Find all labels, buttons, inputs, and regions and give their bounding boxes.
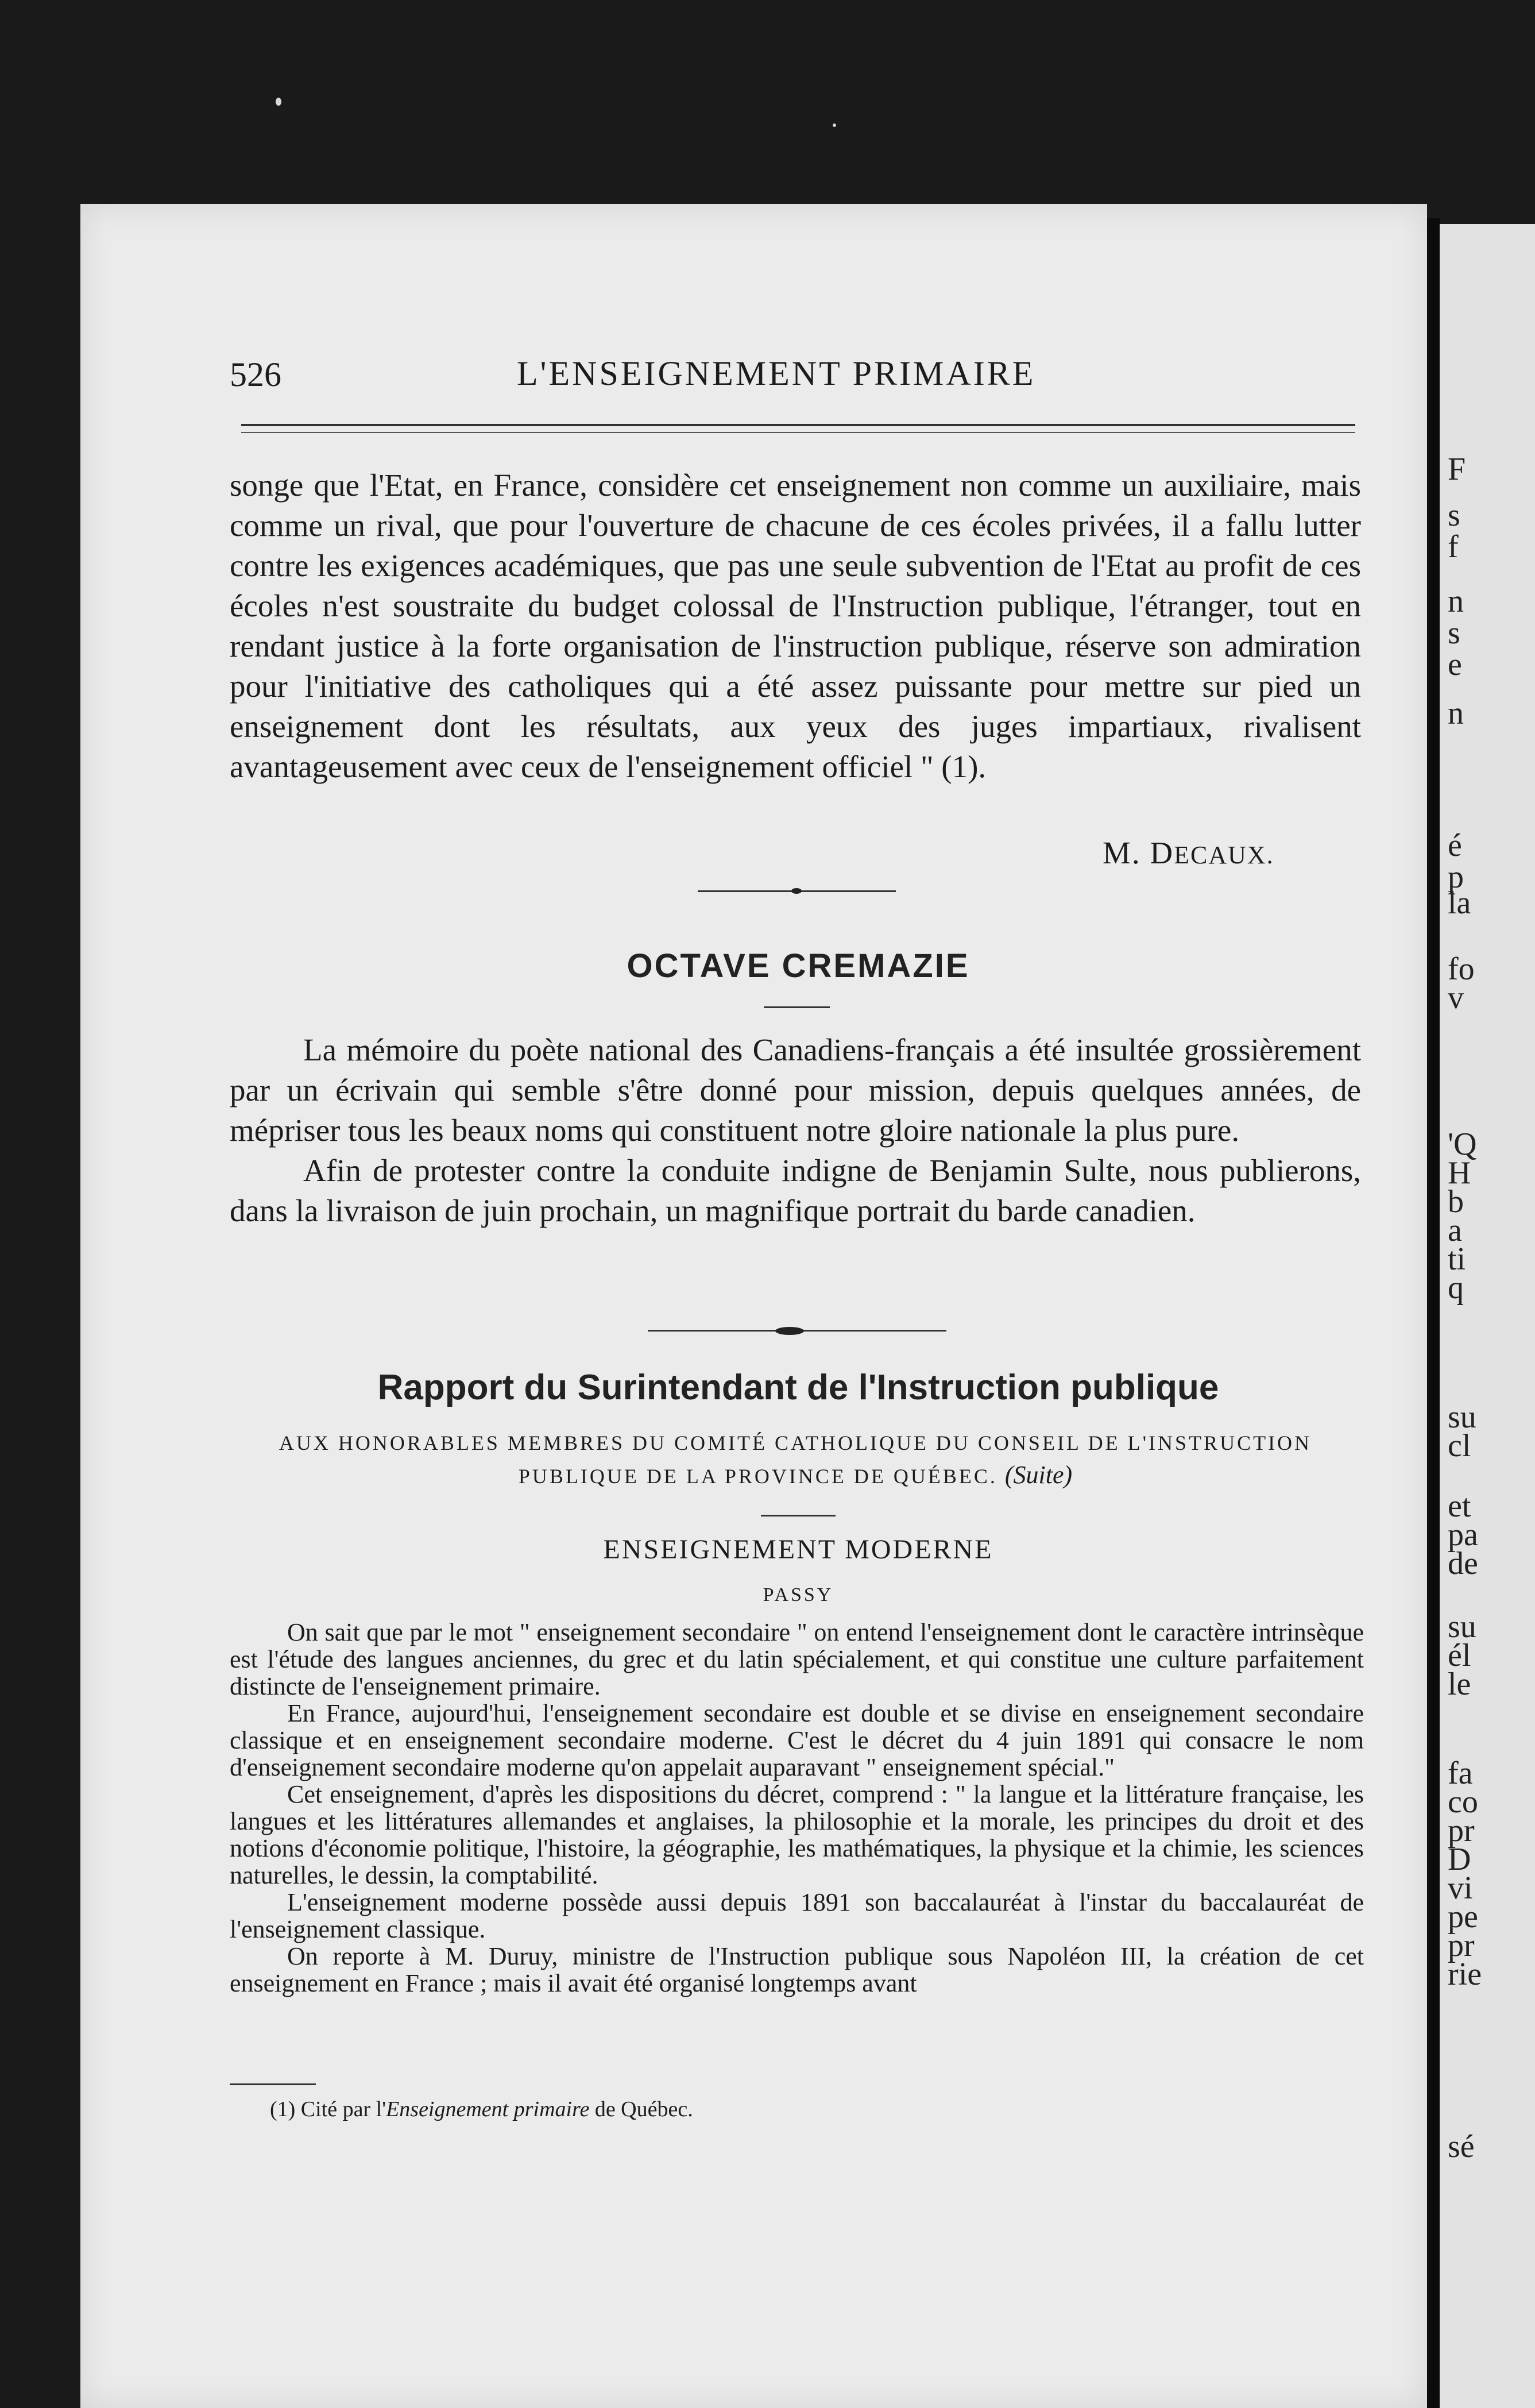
adjacent-page-fragment: pa (1448, 1517, 1478, 1553)
rapport-paragraph-5: On reporte à M. Duruy, ministre de l'Instruction publique sous Napoléon III, la création de cet enseignement en France ; mais il avait été organisé longtemps avant (230, 1942, 1364, 1997)
adjacent-page-fragment: le (1448, 1666, 1471, 1702)
subtitle-underline (761, 1515, 836, 1516)
rapport-title: Rapport du Surintendant de l'Instruction publique (377, 1368, 1219, 1407)
title-underline (764, 1006, 830, 1008)
cremazie-paragraph-2: Afin de protester contre la conduite indigne de Benjamin Sulte, nous publierons, dans la livraison de juin prochain, un magnifique portrait du barde canadien. (230, 1153, 1361, 1228)
adjacent-page-fragment: sé (1448, 2129, 1475, 2164)
adjacent-page-fragment: su (1448, 1399, 1476, 1435)
divider-ornament (791, 888, 802, 894)
adjacent-page-fragment: fo (1448, 951, 1475, 987)
rapport-suite: (Suite) (1004, 1461, 1073, 1489)
adjacent-page-fragment: rie (1448, 1957, 1482, 1992)
rapport-paragraph-2: En France, aujourd'hui, l'enseignement secondaire est double et se divise en enseignement secondaire classique et en enseignement secondaire moderne. C'est le décret du 4 juin 1891 qui consacre le nom d'enseignement secondaire moderne qu'on appelait auparavant " enseignement spécial." (230, 1699, 1364, 1781)
adjacent-page-fragment: fa (1448, 1755, 1473, 1791)
header-rule-thin (241, 432, 1355, 433)
adjacent-page-fragment: n (1448, 696, 1464, 731)
running-title: L'ENSEIGNEMENT PRIMAIRE (517, 354, 1036, 392)
adjacent-page-fragment: pe (1448, 1899, 1478, 1935)
adjacent-page-fragment: a (1448, 1213, 1462, 1248)
adjacent-page-fragment: él (1448, 1638, 1471, 1673)
adjacent-page-fragment: vi (1448, 1870, 1473, 1906)
adjacent-page-fragment: D (1448, 1842, 1471, 1877)
adjacent-page-fragment: s (1448, 497, 1460, 533)
adjacent-page-fragment: ti (1448, 1241, 1466, 1277)
adjacent-page-fragment: F (1448, 452, 1466, 487)
opening-text (230, 465, 1361, 787)
adjacent-page-fragment: de (1448, 1546, 1478, 1581)
adjacent-page-fragment: co (1448, 1784, 1478, 1820)
book-gutter (1427, 218, 1440, 2408)
adjacent-page-fragment: b (1448, 1184, 1464, 1220)
adjacent-page-fragment: p (1448, 859, 1464, 895)
rapport-paragraph-1: On sait que par le mot " enseignement secondaire " on entend l'enseignement dont le caractère intrinsèque est l'étude des langues anciennes, du grec et du latin spécialement, et qui constitue une culture parfaitement distincte de l'enseignement primaire. (230, 1618, 1364, 1700)
adjacent-page-fragment: et (1448, 1488, 1471, 1524)
adjacent-page-fragment: 'Q (1448, 1126, 1477, 1162)
adjacent-page-edge (1440, 224, 1535, 2408)
signature-prefix: M. D (1103, 835, 1174, 870)
section-subheading: PASSY (763, 1584, 834, 1606)
adjacent-page-fragment: cl (1448, 1428, 1471, 1464)
section-heading: ENSEIGNEMENT MODERNE (603, 1534, 993, 1565)
header-rule (241, 424, 1355, 426)
footnote-italic: Enseignement primaire (386, 2097, 590, 2121)
adjacent-page-fragment: v (1448, 980, 1464, 1016)
rapport-subtitle-text: AUX HONORABLES MEMBRES DU COMITÉ CATHOLIQUE DU CONSEIL DE L'INSTRUCTION PUBLIQUE DE LA PROVINCE DE QUÉBEC. (279, 1431, 1312, 1488)
adjacent-page-fragment: pr (1448, 1813, 1475, 1849)
adjacent-page-fragment: H (1448, 1155, 1471, 1191)
footnote (270, 2097, 693, 2122)
adjacent-page-fragment: é (1448, 828, 1462, 863)
adjacent-page-fragment: su (1448, 1609, 1476, 1645)
signature (1103, 835, 1274, 871)
page-number: 526 (230, 356, 281, 393)
rapport-paragraph-4: L'enseignement moderne possède aussi depuis 1891 son baccalauréat à l'instar du baccalauréat de l'enseignement classique. (230, 1888, 1364, 1943)
opening-paragraph: songe que l'Etat, en France, considère cet enseignement non comme un auxiliaire, mais comme un rival, que pour l'ouverture de chacune de ces écoles privées, il a fallu lutter contre les exigences académiques, que pas une seule subvention de l'Etat au profit de ces écoles n'est soustraite du budget colossal de l'Instruction publique, l'étranger, tout en rendant justice à la forte organisation de l'instruction publique, réserve son admiration pour l'initiative des catholiques qui a été assez puissante pour mettre sur pied un enseignement dont les résultats, aux yeux des juges impartiaux, rivalisent avantageusement avec ceux de l'enseignement officiel " (1). (230, 468, 1361, 784)
cremazie-text (230, 1030, 1361, 1231)
rapport-text (230, 1619, 1364, 1997)
dust-speck (276, 98, 281, 106)
adjacent-page-fragment: e (1448, 647, 1462, 682)
footnote-rule (230, 2083, 316, 2085)
dust-speck (833, 124, 836, 127)
divider-ornament (775, 1327, 804, 1335)
cremazie-paragraph-1: La mémoire du poète national des Canadiens-français a été insultée grossièrement par un écrivain qui semble s'être donné pour mission, depuis quelques années, de mépriser tous les beaux noms qui constituent notre gloire nationale la plus pure. (230, 1032, 1361, 1148)
adjacent-page-fragment: s (1448, 615, 1460, 651)
adjacent-page-fragment: pr (1448, 1928, 1475, 1963)
footnote-suffix: de Québec. (589, 2097, 693, 2121)
adjacent-page-fragment: f (1448, 529, 1459, 565)
rapport-paragraph-3: Cet enseignement, d'après les dispositions du décret, comprend : " la langue et la littérature française, les langues et les littératures allemandes et anglaises, la philosophie et la morale, les principes du droit et des notions d'économie politique, l'histoire, la géographie, les mathématiques, la physique et la chimie, les sciences naturelles, le dessin, la comptabilité. (230, 1780, 1364, 1889)
adjacent-page-fragment: q (1448, 1270, 1464, 1306)
adjacent-page-fragment: n (1448, 584, 1464, 619)
adjacent-page-fragment: la (1448, 885, 1471, 921)
rapport-subtitle (230, 1427, 1361, 1492)
signature-smallcaps: ECAUX. (1174, 841, 1274, 869)
footnote-prefix: (1) Cité par l' (270, 2097, 386, 2121)
cremazie-title: OCTAVE CREMAZIE (627, 947, 970, 985)
